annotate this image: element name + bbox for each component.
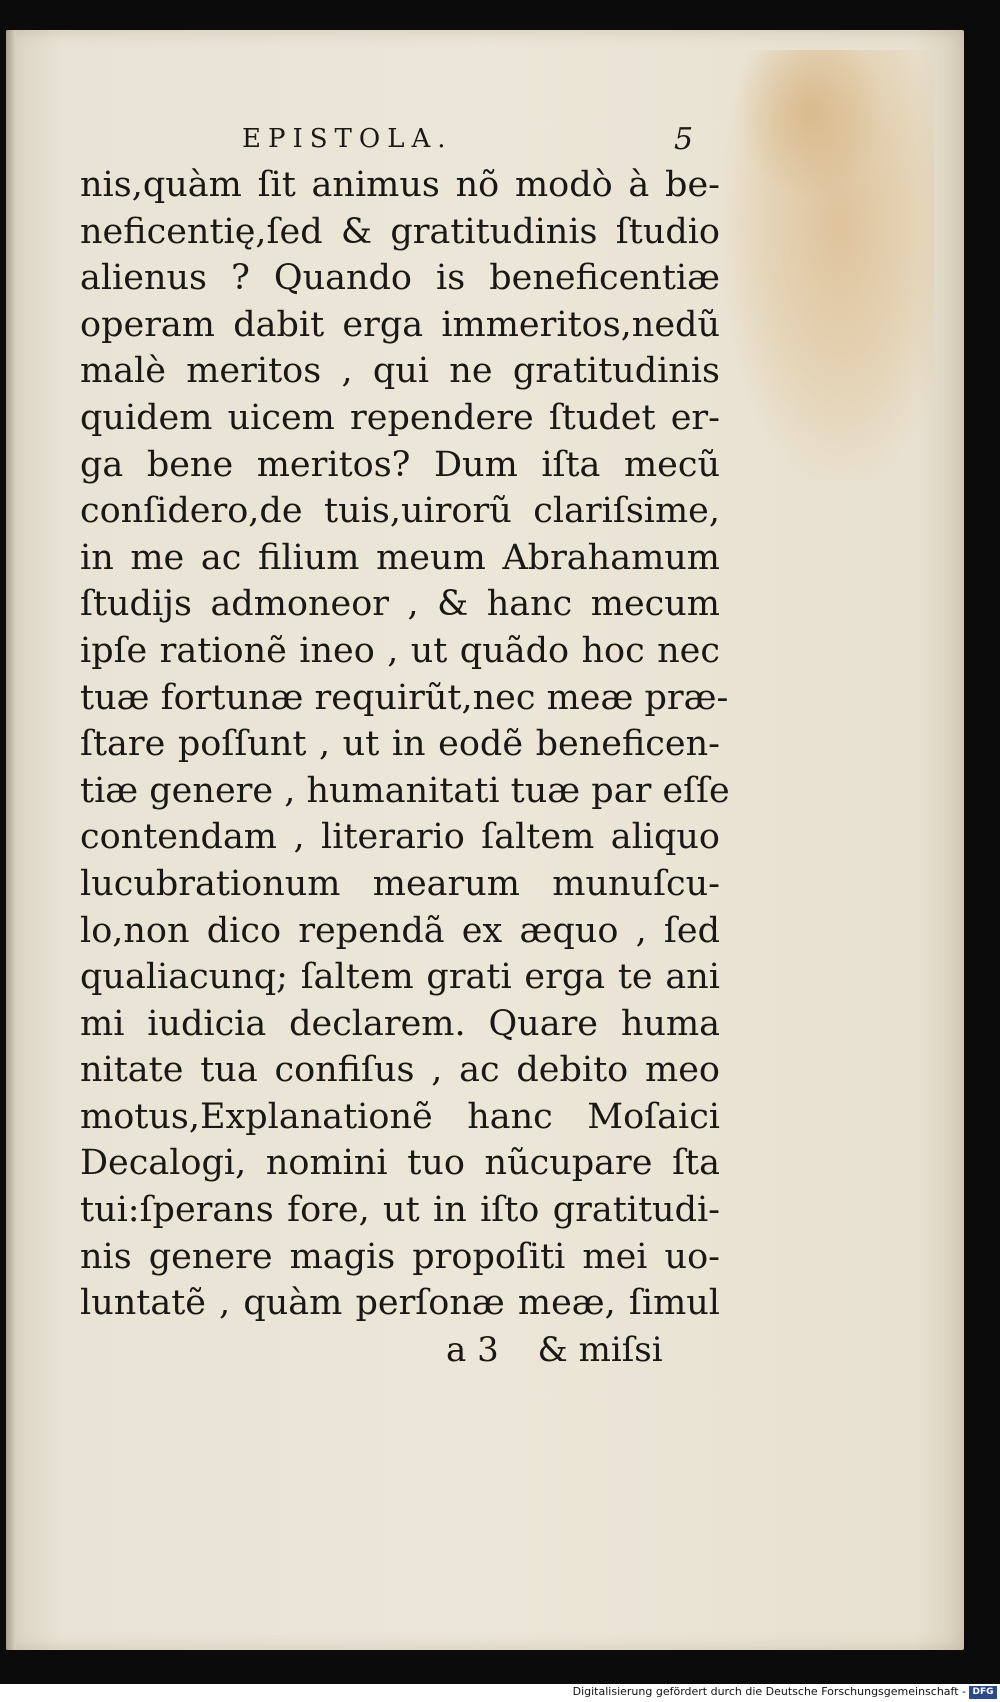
- catchline: [446, 1330, 708, 1370]
- text-line: neficentię,ſed & gratitudinis ſtudio: [80, 211, 720, 252]
- running-head: [6, 96, 964, 156]
- book-page: [6, 30, 964, 1650]
- text-line: Decalogi, nomini tuo nũcupare ſta: [80, 1143, 720, 1184]
- text-line: alienus ? Quando is beneficentiæ: [80, 258, 720, 299]
- text-line: tuæ fortunæ requirũt,nec meæ præ-: [80, 677, 729, 718]
- text-line: qualiacunq; ſaltem grati erga te ani: [80, 957, 720, 998]
- text-line: malè meritos , qui ne gratitudinis: [80, 351, 720, 392]
- page-gutter-edge: [6, 30, 16, 1650]
- text-line: in me ac filium meum Abrahamum: [80, 537, 720, 578]
- text-line: tiæ genere , humanitati tuæ par eſſe: [80, 770, 730, 811]
- text-line: quidem uicem rependere ſtudet er-: [80, 397, 720, 438]
- text-line: nis,quàm ſit animus nõ modò à be-: [80, 165, 720, 205]
- page-number: 5: [674, 122, 694, 157]
- text-line: lo,non dico rependã ex æquo , ſed: [80, 910, 720, 951]
- body-text: [80, 162, 730, 1327]
- dfg-logo: DFG: [969, 1686, 997, 1699]
- text-line: tui:ſperans fore, ut in iſto gratitudi-: [80, 1190, 720, 1231]
- text-line: contendam , literario ſaltem aliquo: [80, 817, 720, 858]
- text-line: ſtare poſſunt , ut in eodẽ beneficen-: [80, 724, 720, 765]
- catchword: & miſsi: [537, 1330, 663, 1370]
- text-line: operam dabit erga immeritos,nedũ: [80, 304, 720, 345]
- text-line: luntatẽ , quàm perſonæ meæ, ſimul: [80, 1283, 720, 1324]
- signature-mark: a 3: [446, 1330, 499, 1370]
- text-line: motus,Explanationẽ hanc Moſaici: [80, 1096, 720, 1137]
- text-line: conſidero,de tuis,uirorũ clariſsime,: [80, 491, 720, 532]
- text-line: ga bene meritos? Dum iſta mecũ: [80, 444, 720, 485]
- text-line: nitate tua confiſus , ac debito meo: [80, 1050, 720, 1091]
- text-line: nis genere magis propoſiti mei uo-: [80, 1236, 720, 1277]
- digitization-credit: Digitalisierung gefördert durch die Deutsche Forschungsgemeinschaft -: [572, 1685, 966, 1698]
- running-head-title: EPISTOLA.: [242, 124, 453, 154]
- text-line: ſtudijs admoneor , & hanc mecum: [80, 584, 720, 625]
- text-line: mi iudicia declarem. Quare huma: [80, 1003, 720, 1044]
- text-line: lucubrationum mearum munuſcu-: [80, 863, 720, 904]
- text-line: ipſe rationẽ ineo , ut quãdo hoc nec: [80, 630, 720, 671]
